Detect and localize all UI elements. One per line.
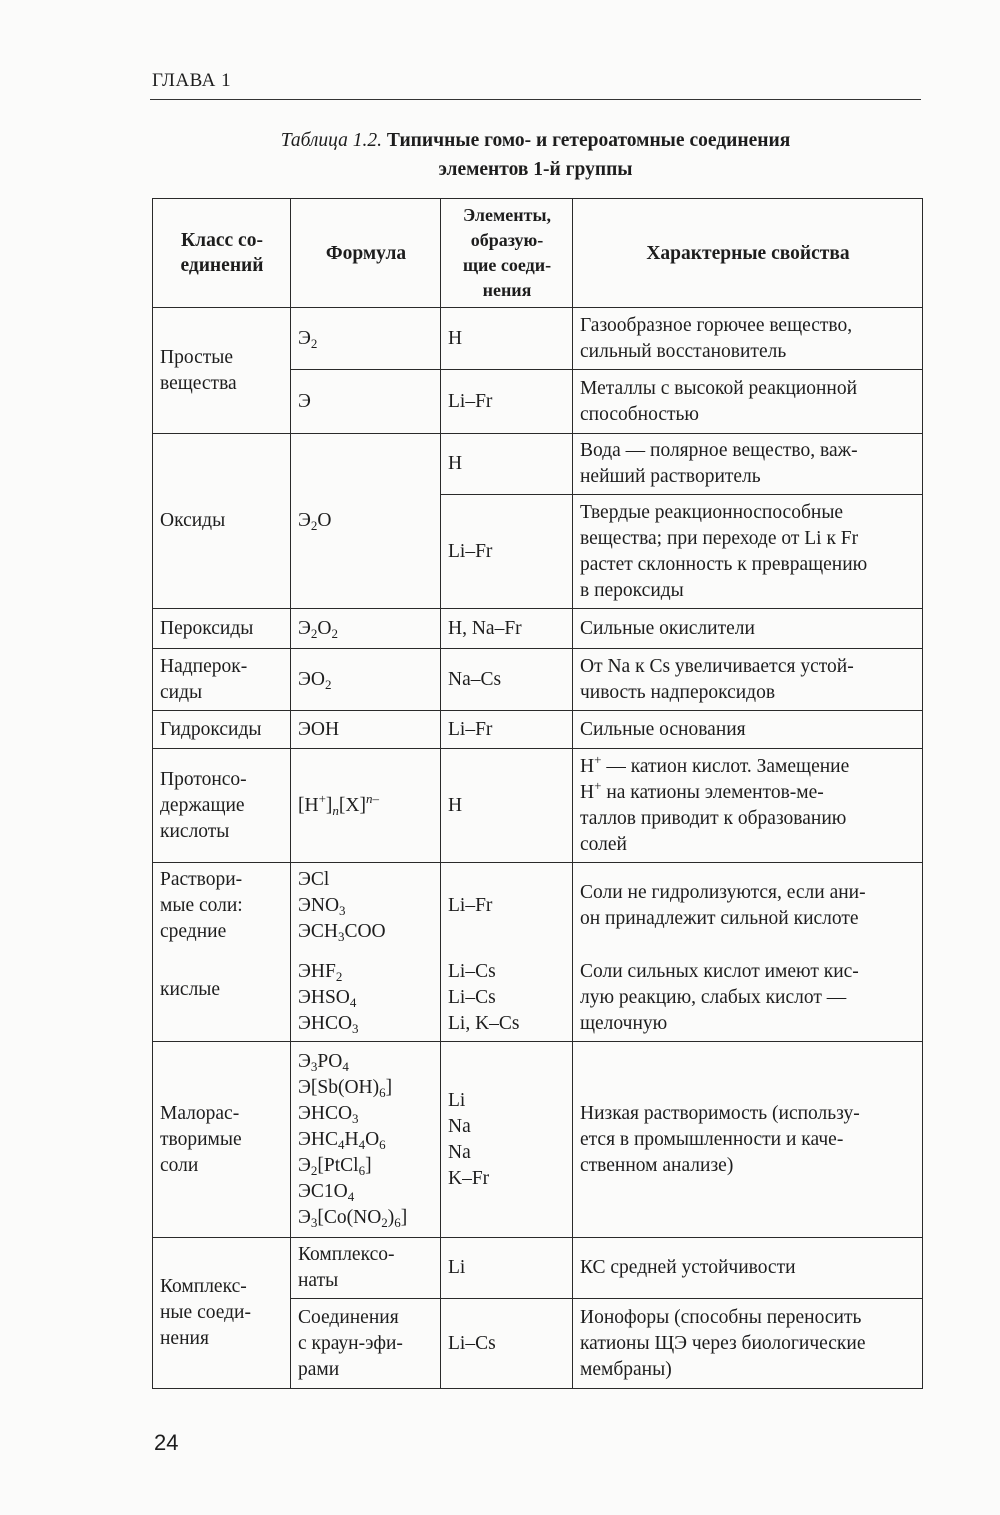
table-row <box>153 649 923 711</box>
class-cell: Комплекс- ные соеди- нения <box>153 1238 291 1389</box>
formula-cell: Э <box>291 370 441 434</box>
col-header-class: Класс со- единений <box>153 199 291 308</box>
properties-cell: Вода — полярное вещество, важ- нейший растворитель <box>573 434 923 495</box>
elements-cell: Li–Fr <box>441 711 573 749</box>
table-row <box>153 1238 923 1299</box>
table-row <box>153 1042 923 1238</box>
class-cell: Раствори- мые соли: средние кислые <box>153 863 291 1042</box>
properties-cell: КС средней устойчивости <box>573 1238 923 1299</box>
col-header-formula: Формула <box>291 199 441 308</box>
formula-cell: ЭCl $ЭNO_3$ $ЭCH_3COO$ $ЭHF_2$ $ЭHSO_4$ $ЭHCO_3$ <box>291 863 441 1042</box>
class-cell: Пероксиды <box>153 609 291 649</box>
class-cell: Протонсо- держащие кислоты <box>153 749 291 863</box>
table-row <box>153 434 923 495</box>
elements-cell: Li–Fr Li–Cs Li–Cs Li, K–Cs <box>441 863 573 1042</box>
formula-cell: $Э_2O_2$ <box>291 609 441 649</box>
properties-cell: Металлы с высокой реакционной способностью <box>573 370 923 434</box>
class-cell: Оксиды <box>153 434 291 609</box>
chapter-header: ГЛАВА 1 <box>152 70 232 91</box>
formula-cell: $Э_2$ <box>291 308 441 370</box>
elements-cell: Li <box>441 1238 573 1299</box>
formula-cell: ЭOH <box>291 711 441 749</box>
formula-cell: $Э_3PO_4$ $Э[Sb(OH)_6]$ $ЭHCO_3$ $ЭHC_4H_4O_6$ $Э_2[PtCl_6]$ $ЭC1O_4$ $Э_3[Co(NO_2)_6]$ <box>291 1042 441 1238</box>
properties-cell: Сильные основания <box>573 711 923 749</box>
table-row <box>153 308 923 370</box>
elements-cell: H, Na–Fr <box>441 609 573 649</box>
caption-title-line2: элементов 1-й группы <box>438 159 633 180</box>
col-header-properties: Характерные свойства <box>573 199 923 308</box>
class-cell: Простые вещества <box>153 308 291 434</box>
col-header-elements: Элементы, образую- щие соеди- нения <box>441 199 573 308</box>
elements-cell: H <box>441 434 573 495</box>
formula-cell: Соединения с краун-эфи- рами <box>291 1299 441 1389</box>
caption-label: Таблица 1.2. <box>280 130 383 151</box>
table-row <box>153 863 923 1042</box>
formula-cell: $ЭO_2$ <box>291 649 441 711</box>
formula-cell: $Э_2O$ <box>291 434 441 609</box>
elements-cell: Li–Fr <box>441 370 573 434</box>
elements-cell: Li Na Na K–Fr <box>441 1042 573 1238</box>
table-row <box>153 609 923 649</box>
formula-cell: Комплексо- наты <box>291 1238 441 1299</box>
compounds-table <box>152 198 923 1389</box>
formula-cell: $[H^+]_n[X]^{n-}$ <box>291 749 441 863</box>
table-row <box>153 749 923 863</box>
class-cell: Надперок- сиды <box>153 649 291 711</box>
elements-cell: H <box>441 308 573 370</box>
table-caption <box>150 126 921 184</box>
properties-cell: H+ — катион кислот. Замещение H+ на катионы элементов-ме- таллов приводит к образованию солей <box>573 749 923 863</box>
properties-cell: Соли не гидролизуются, если ани- он принадлежит сильной кислоте Соли сильных кислот имеют кис- лую реакцию, слабых кислот — щелочную <box>573 863 923 1042</box>
elements-cell: Li–Fr <box>441 495 573 609</box>
properties-cell: Твердые реакционноспособные вещества; при переходе от Li к Fr растет склонность к превращению в пероксиды <box>573 495 923 609</box>
class-cell: Малорас- творимые соли <box>153 1042 291 1238</box>
elements-cell: H <box>441 749 573 863</box>
table-header-row <box>153 199 923 308</box>
properties-cell: От Na к Cs увеличивается устой- чивость надпероксидов <box>573 649 923 711</box>
properties-cell: Ионофоры (способны переносить катионы ЩЭ через биологические мембраны) <box>573 1299 923 1389</box>
caption-title-line1: Типичные гомо- и гетероатомные соединения <box>386 130 791 151</box>
table-row <box>153 711 923 749</box>
properties-cell: Сильные окислители <box>573 609 923 649</box>
elements-cell: Li–Cs <box>441 1299 573 1389</box>
class-cell: Гидроксиды <box>153 711 291 749</box>
properties-cell: Низкая растворимость (использу- ется в промышленности и каче- ственном анализе) <box>573 1042 923 1238</box>
header-rule <box>150 99 921 100</box>
elements-cell: Na–Cs <box>441 649 573 711</box>
page-number: 24 <box>154 1430 179 1455</box>
properties-cell: Газообразное горючее вещество, сильный восстановитель <box>573 308 923 370</box>
